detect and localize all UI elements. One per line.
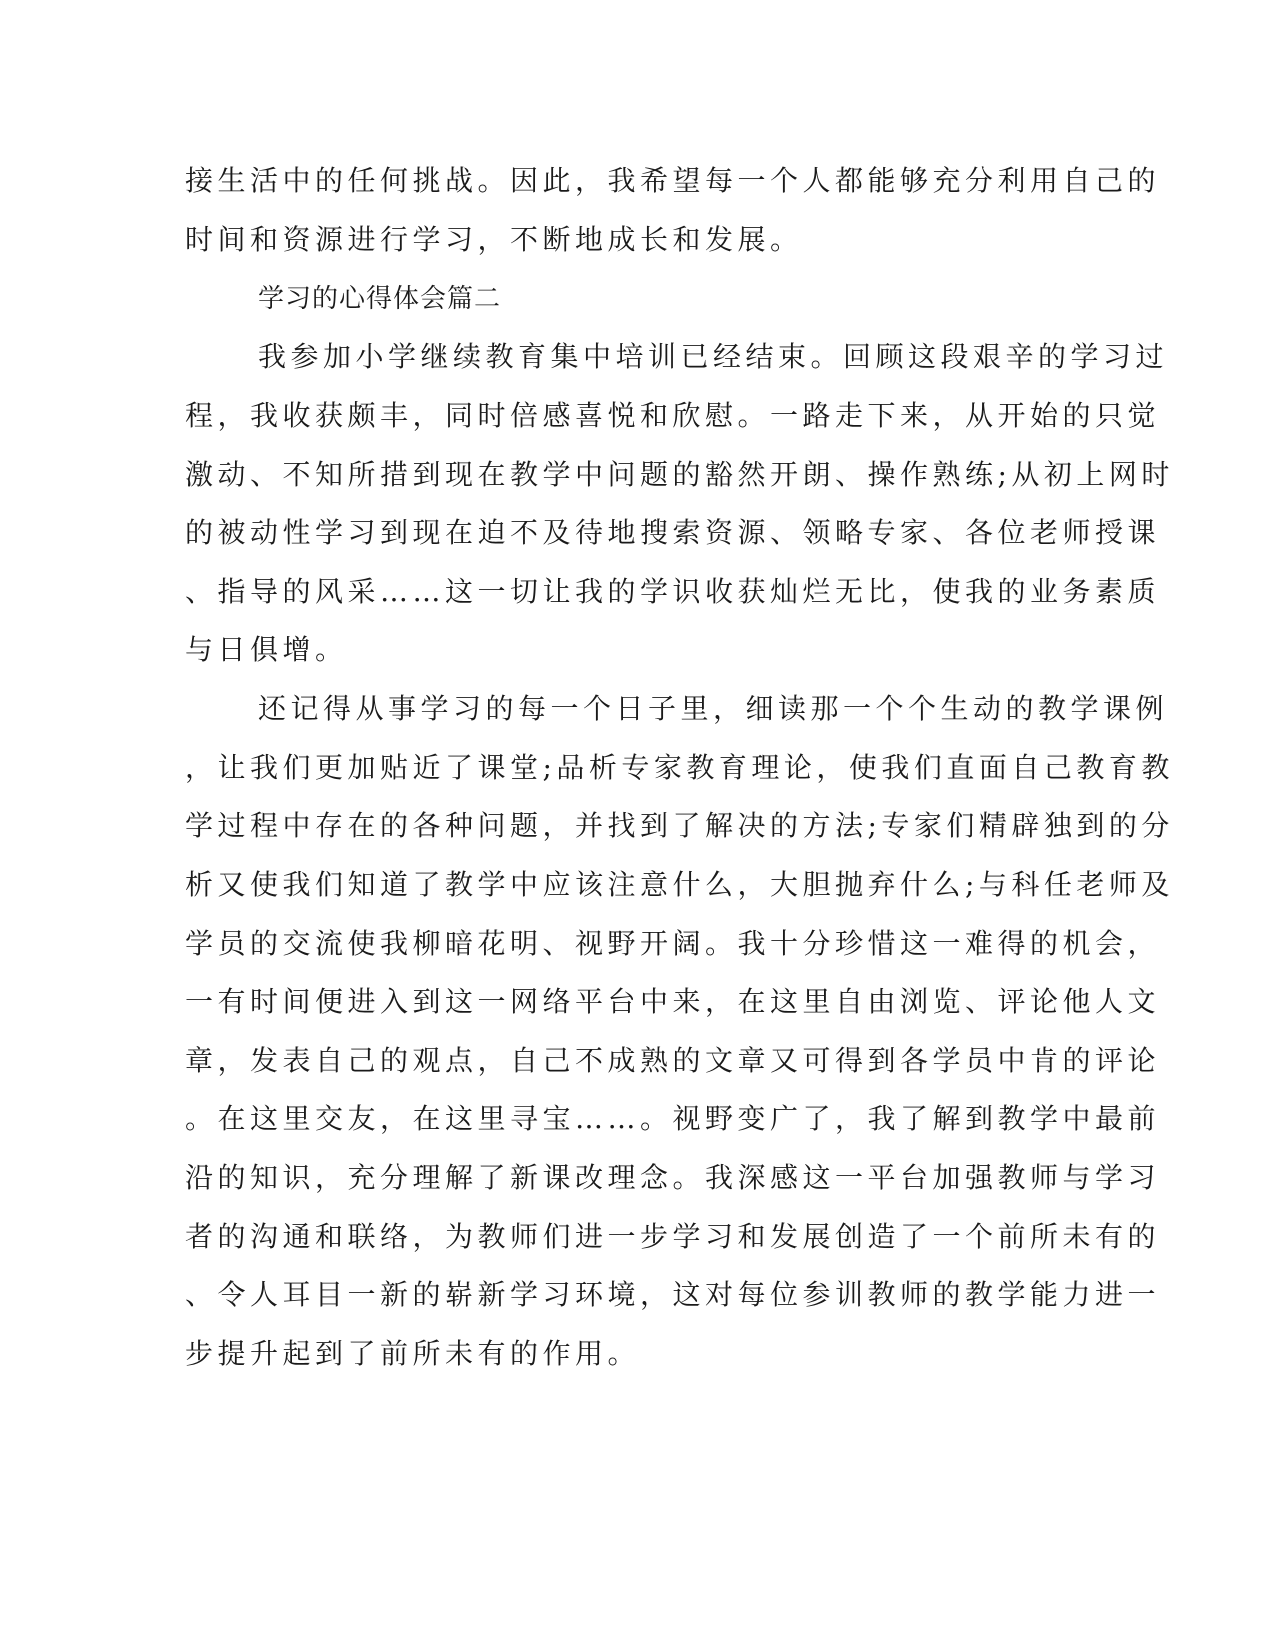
paragraph-line: 、指导的风采……这一切让我的学识收获灿烂无比，使我的业务素质 bbox=[185, 575, 1161, 608]
paragraph-line: 步提升起到了前所未有的作用。 bbox=[185, 1337, 641, 1370]
section-heading: 学习的心得体会篇二 bbox=[258, 284, 502, 314]
paragraph-line: 的被动性学习到现在迫不及待地搜索资源、领略专家、各位老师授课 bbox=[185, 516, 1161, 549]
paragraph-line: 者的沟通和联络，为教师们进一步学习和发展创造了一个前所未有的 bbox=[185, 1220, 1161, 1253]
paragraph-line: 沿的知识，充分理解了新课改理念。我深感这一平台加强教师与学习 bbox=[185, 1161, 1161, 1194]
paragraph-line: 、令人耳目一新的崭新学习环境，这对每位参训教师的教学能力进一 bbox=[185, 1278, 1161, 1311]
intro-line: 接生活中的任何挑战。因此，我希望每一个人都能够充分利用自己的 bbox=[185, 164, 1161, 197]
paragraph-line: 学过程中存在的各种问题，并找到了解决的方法;专家们精辟独到的分 bbox=[185, 809, 1174, 842]
paragraph-line: 一有时间便进入到这一网络平台中来，在这里自由浏览、评论他人文 bbox=[185, 985, 1161, 1018]
paragraph-line: 我参加小学继续教育集中培训已经结束。回顾这段艰辛的学习过 bbox=[258, 340, 1169, 373]
paragraph-line: 激动、不知所措到现在教学中问题的豁然开朗、操作熟练;从初上网时 bbox=[185, 458, 1174, 491]
paragraph-line: 还记得从事学习的每一个日子里，细读那一个个生动的教学课例 bbox=[258, 692, 1169, 725]
paragraph-line: 析又使我们知道了教学中应该注意什么，大胆抛弃什么;与科任老师及 bbox=[185, 868, 1174, 901]
paragraph-line: 。在这里交友，在这里寻宝……。视野变广了，我了解到教学中最前 bbox=[185, 1102, 1161, 1135]
paragraph-line: 与日俱增。 bbox=[185, 633, 348, 666]
intro-line: 时间和资源进行学习，不断地成长和发展。 bbox=[185, 223, 803, 256]
paragraph-line: 章，发表自己的观点，自己不成熟的文章又可得到各学员中肯的评论 bbox=[185, 1044, 1161, 1077]
paragraph-line: 程，我收获颇丰，同时倍感喜悦和欣慰。一路走下来，从开始的只觉 bbox=[185, 399, 1161, 432]
paragraph-line: ，让我们更加贴近了课堂;品析专家教育理论，使我们直面自己教育教 bbox=[185, 751, 1174, 784]
paragraph-line: 学员的交流使我柳暗花明、视野开阔。我十分珍惜这一难得的机会， bbox=[185, 927, 1161, 960]
